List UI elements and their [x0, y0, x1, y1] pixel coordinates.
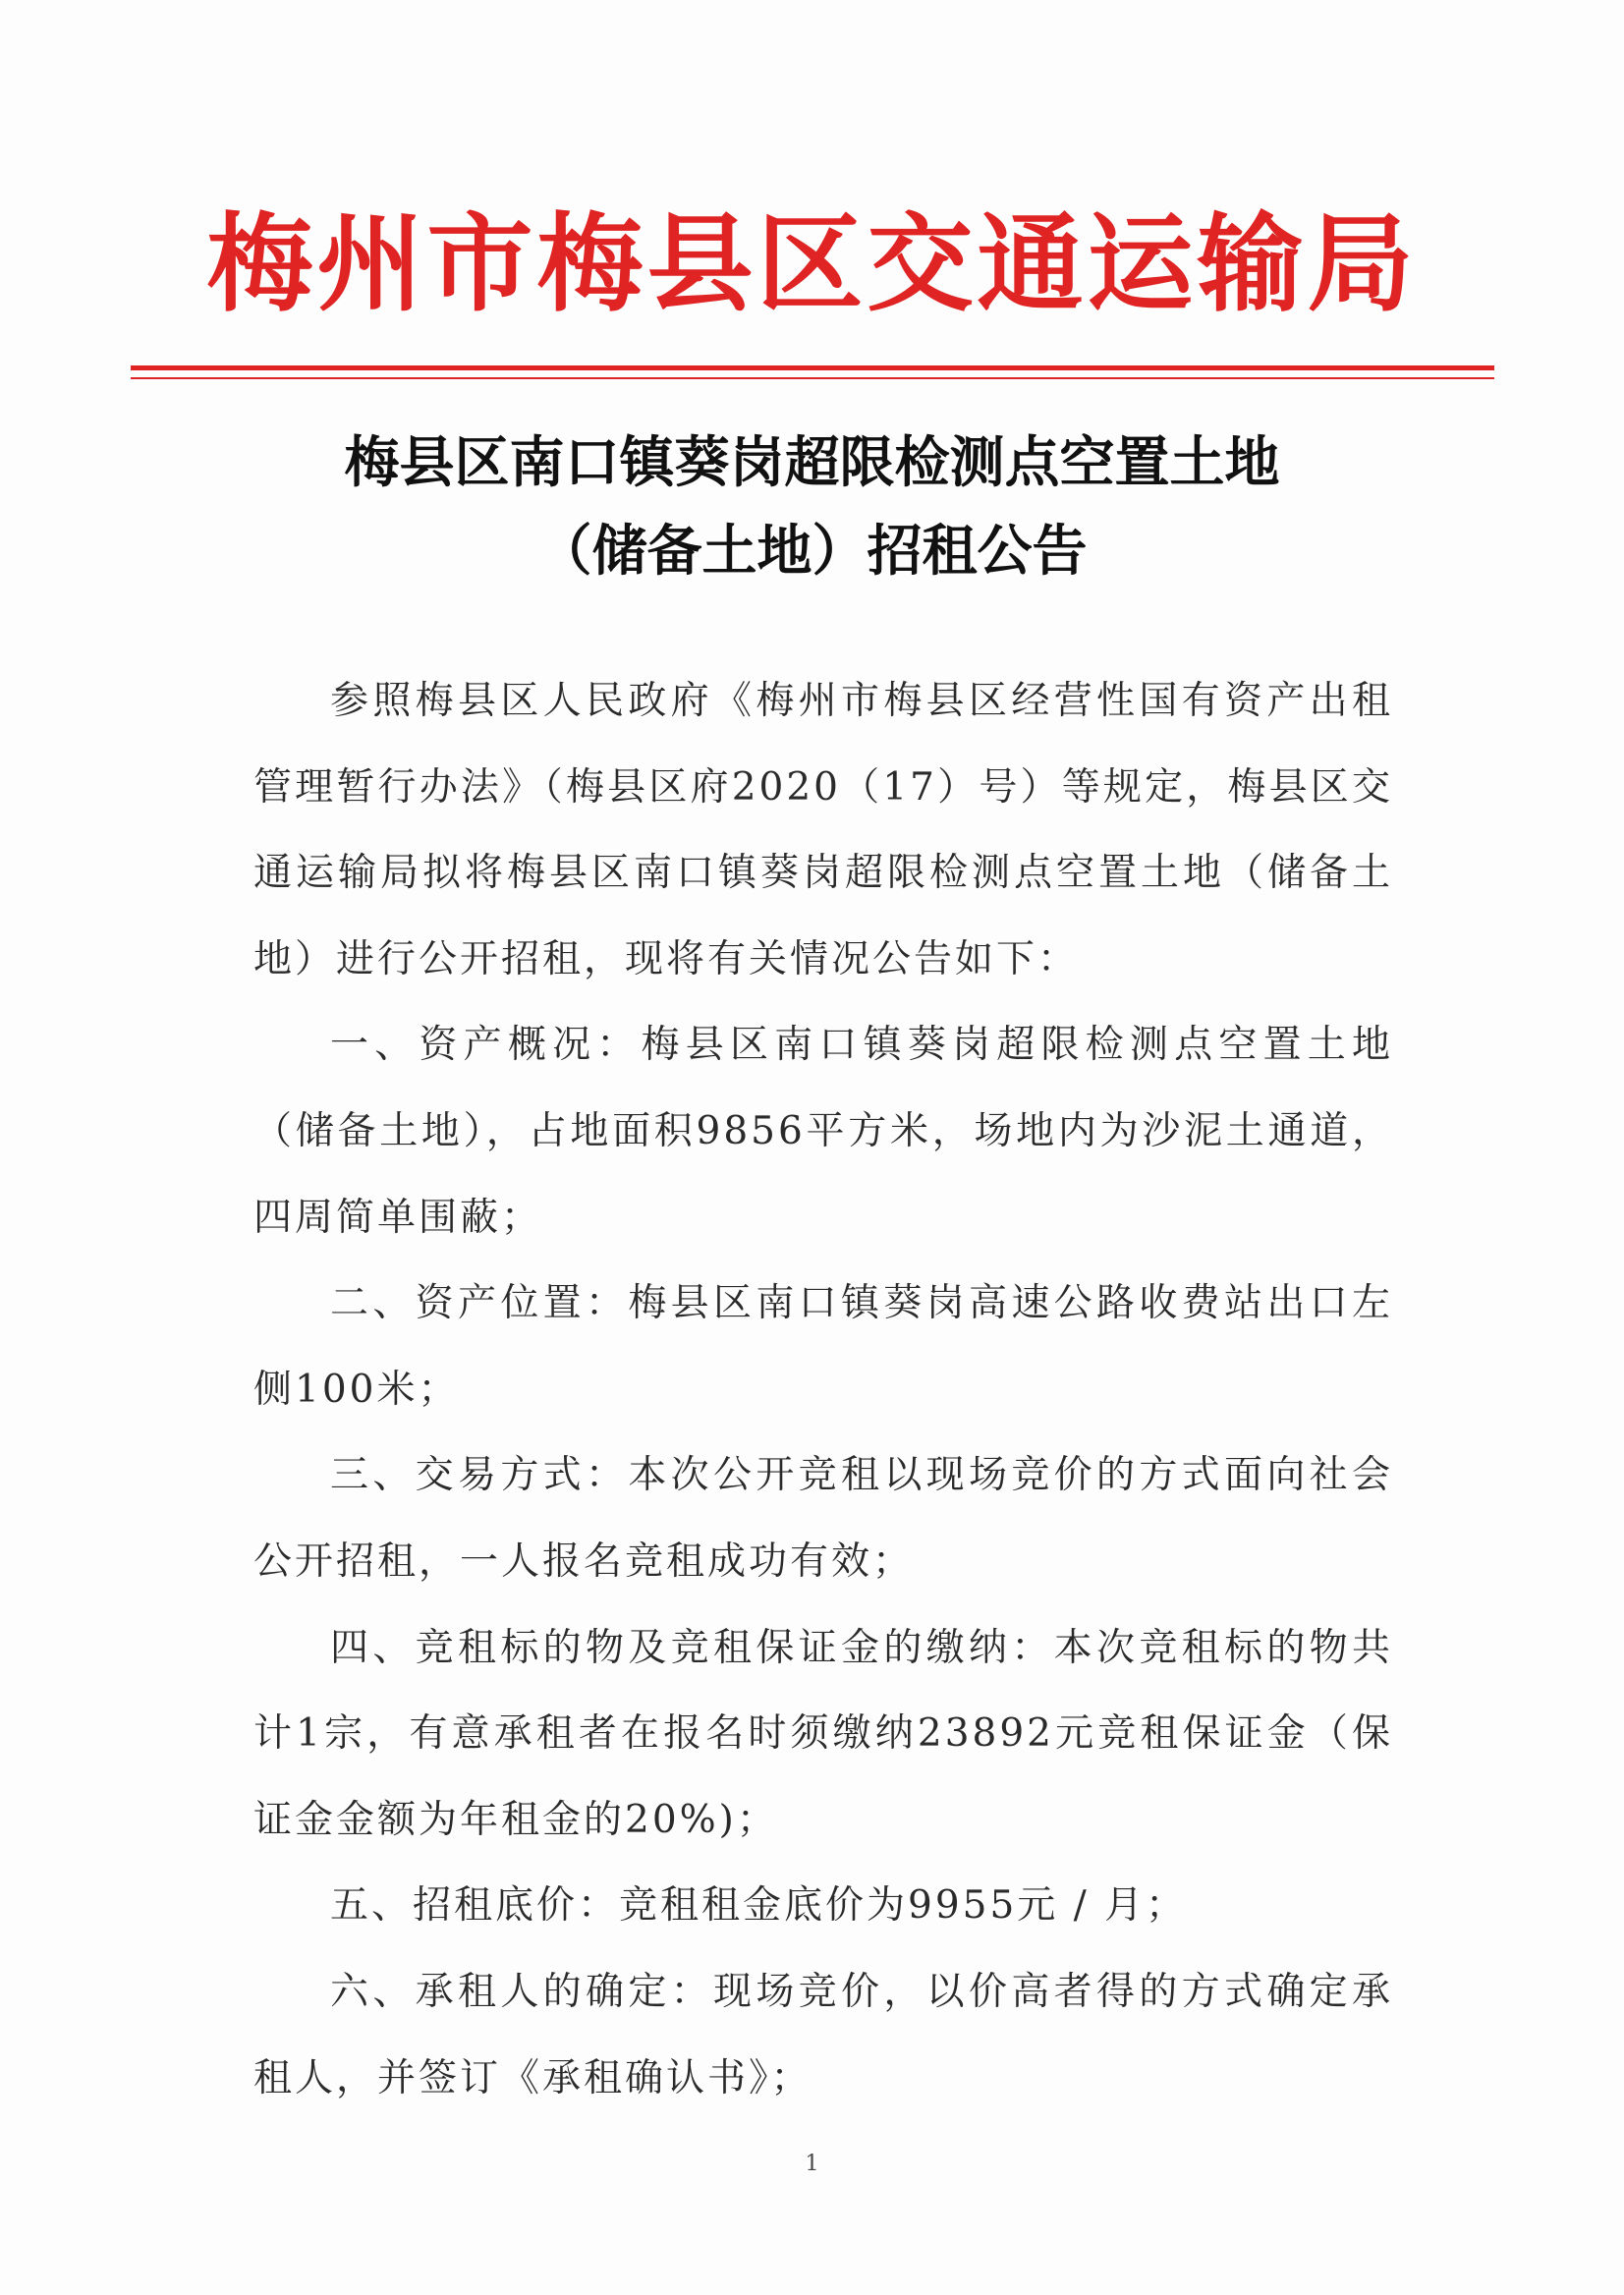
page-number: 1 [805, 2152, 819, 2176]
item-lessee-determination: 六、承租人的确定：现场竞价，以价高者得的方式确定承租人，并签订《承租确认书》； [253, 1969, 1393, 2100]
document-title-line-1: 梅县区南口镇葵岗超限检测点空置土地 [344, 430, 1280, 495]
item-transaction-method: 三、交易方式：本次公开竞租以现场竞价的方式面向社会公开招租，一人报名竞租成功有效； [253, 1453, 1393, 1584]
intro-paragraph: 参照梅县区人民政府《梅州市梅县区经营性国有资产出租管理暂行办法》（梅县区府2020（17）号）等规定，梅县区交通运输局拟将梅县区南口镇葵岗超限检测点空置土地（储备土地）进行公开招租，现将有关情况公告如下： [253, 679, 1393, 981]
masthead-rule-thin [131, 377, 1494, 379]
document-body [253, 658, 1393, 2121]
item-asset-overview: 一、资产概况：梅县区南口镇葵岗超限检测点空置土地（储备土地），占地面积9856平方米，场地内为沙泥土通道，四周简单围蔽； [253, 1023, 1393, 1240]
masthead-agency-name: 梅州市梅县区交通运输局 [206, 203, 1418, 326]
item-reserve-price: 五、招租底价：竞租租金底价为9955元 / 月； [330, 1883, 1188, 1929]
item-asset-location: 二、资产位置：梅县区南口镇葵岗高速公路收费站出口左侧100米； [253, 1281, 1393, 1412]
item-deposit: 四、竞租标的物及竞租保证金的缴纳：本次竞租标的物共计1宗，有意承租者在报名时须缴纳23892元竞租保证金（保证金金额为年租金的20%)； [253, 1625, 1393, 1842]
document-title-line-2: （储备土地）招租公告 [536, 519, 1088, 584]
masthead-rule-thick [131, 365, 1494, 370]
